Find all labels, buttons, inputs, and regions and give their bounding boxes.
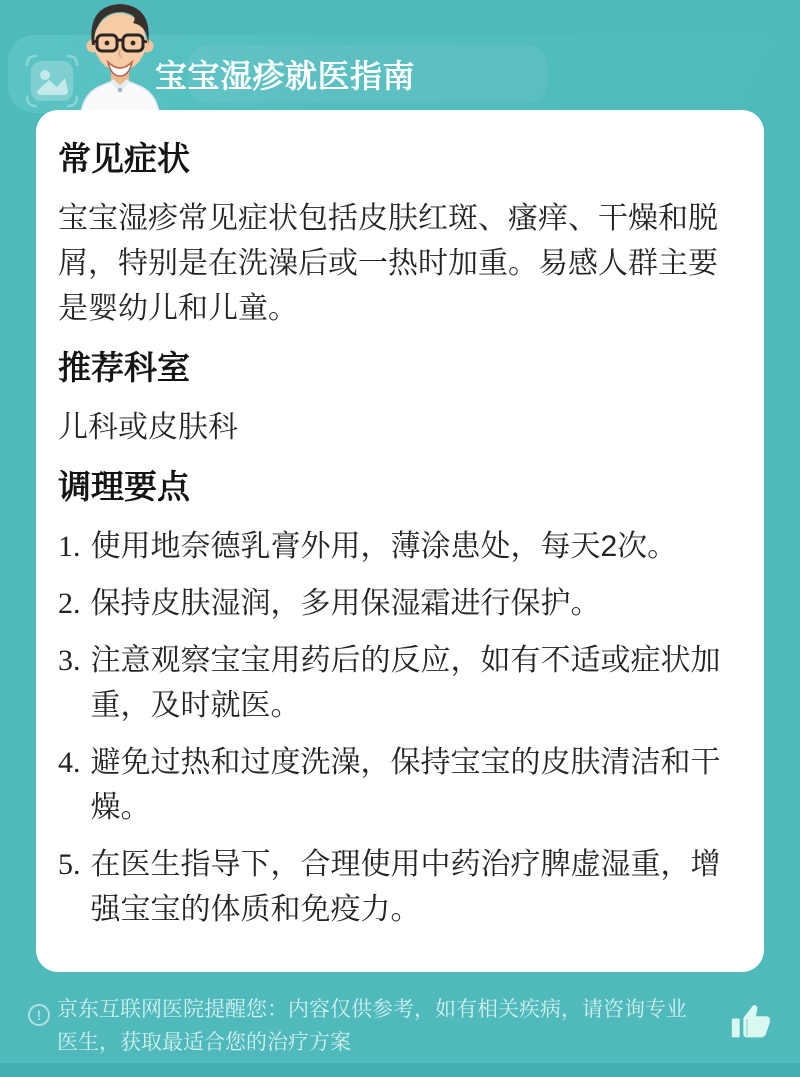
list-item-text: 保持皮肤湿润，多用保湿霜进行保护。 bbox=[90, 587, 601, 620]
section-heading-department: 推荐科室 bbox=[58, 349, 190, 386]
list-item bbox=[58, 524, 742, 569]
list-item bbox=[58, 638, 742, 728]
list-item-text: 避免过热和过度洗澡，保持宝宝的皮肤清洁和干燥。 bbox=[90, 746, 721, 824]
section-heading-care-tips: 调理要点 bbox=[58, 468, 190, 505]
thumbs-up-icon[interactable] bbox=[728, 999, 774, 1045]
care-tips-list bbox=[58, 524, 742, 932]
list-item-number: 5. bbox=[58, 848, 81, 881]
page-title: 宝宝湿疹就医指南 bbox=[155, 58, 416, 94]
list-item-number: 4. bbox=[58, 746, 81, 779]
list-item-number: 2. bbox=[58, 587, 81, 620]
list-item-text: 在医生指导下，合理使用中药治疗脾虚湿重，增强宝宝的体质和免疫力。 bbox=[90, 848, 721, 926]
disclaimer-text: 京东互联网医院提醒您：内容仅供参考，如有相关疾病，请咨询专业医生，获取最适合您的治疗方案 bbox=[57, 998, 687, 1054]
section-heading-symptoms: 常见症状 bbox=[58, 140, 190, 177]
footer-disclaimer bbox=[28, 993, 774, 1059]
list-item bbox=[58, 581, 742, 626]
exclamation-circle-icon: ! bbox=[28, 1004, 50, 1026]
list-item bbox=[58, 842, 742, 932]
content-card bbox=[36, 110, 764, 972]
list-item-text: 注意观察宝宝用药后的反应，如有不适或症状加重，及时就医。 bbox=[90, 644, 721, 722]
header-banner bbox=[8, 35, 792, 113]
department-paragraph: 儿科或皮肤科 bbox=[58, 411, 238, 444]
list-item-number: 1. bbox=[58, 530, 81, 563]
list-item-number: 3. bbox=[58, 644, 81, 677]
symptoms-paragraph: 宝宝湿疹常见症状包括皮肤红斑、瘙痒、干燥和脱屑，特别是在洗澡后或一热时加重。易感人群主要是婴幼儿和儿童。 bbox=[58, 202, 718, 325]
bottom-strip bbox=[0, 1063, 800, 1077]
list-item bbox=[58, 740, 742, 830]
list-item-text: 使用地奈德乳膏外用，薄涂患处，每天2次。 bbox=[90, 530, 678, 563]
